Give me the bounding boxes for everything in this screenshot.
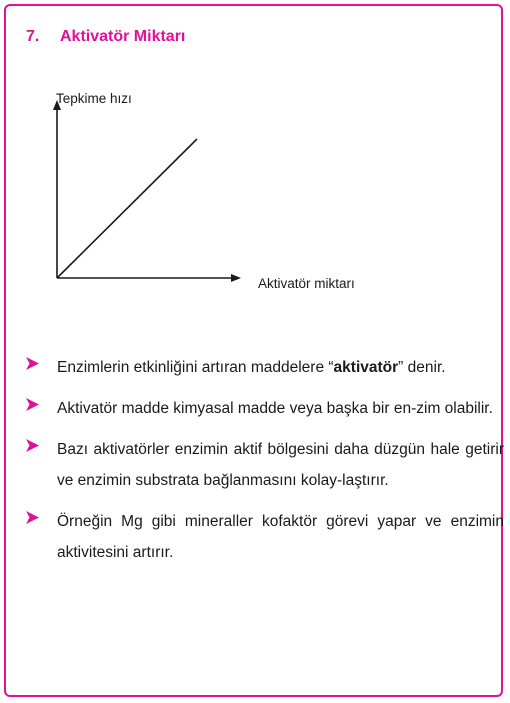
list-item	[26, 393, 504, 424]
arrowhead-bullet-icon	[26, 439, 39, 452]
section-number: 7.	[26, 28, 40, 45]
bullet-list	[26, 358, 504, 584]
y-axis-label: Tepkime hızı	[56, 91, 132, 106]
arrowhead-bullet-icon	[26, 398, 39, 411]
bullet-text	[57, 352, 504, 383]
x-axis-label: Aktivatör miktarı	[258, 276, 355, 291]
list-item	[26, 434, 504, 496]
series-line	[57, 139, 197, 278]
bullet-text-bold: aktivatör	[333, 359, 399, 376]
section-title: Aktivatör Miktarı	[60, 28, 186, 45]
list-item	[26, 352, 504, 383]
x-axis-arrow-icon	[231, 274, 241, 282]
rate-graph	[6, 6, 505, 336]
list-item	[26, 506, 504, 568]
bullet-text-post: ” denir.	[398, 359, 446, 376]
arrowhead-bullet-icon	[26, 357, 39, 370]
topic-card	[4, 4, 503, 697]
bullet-text: Aktivatör madde kimyasal madde veya başka bir en-zim olabilir.	[57, 400, 493, 417]
bullet-text: Bazı aktivatörler enzimin aktif bölgesini daha düzgün hale getirir ve enzimin substrata bağlanmasını kolay-laştırır.	[57, 441, 504, 489]
bullet-text: Örneğin Mg gibi mineraller kofaktör görevi yapar ve enzimin aktivitesini artırır.	[57, 513, 504, 561]
arrowhead-bullet-icon	[26, 511, 39, 524]
bullet-text-pre: Enzimlerin etkinliğini artıran maddelere “	[57, 359, 334, 376]
